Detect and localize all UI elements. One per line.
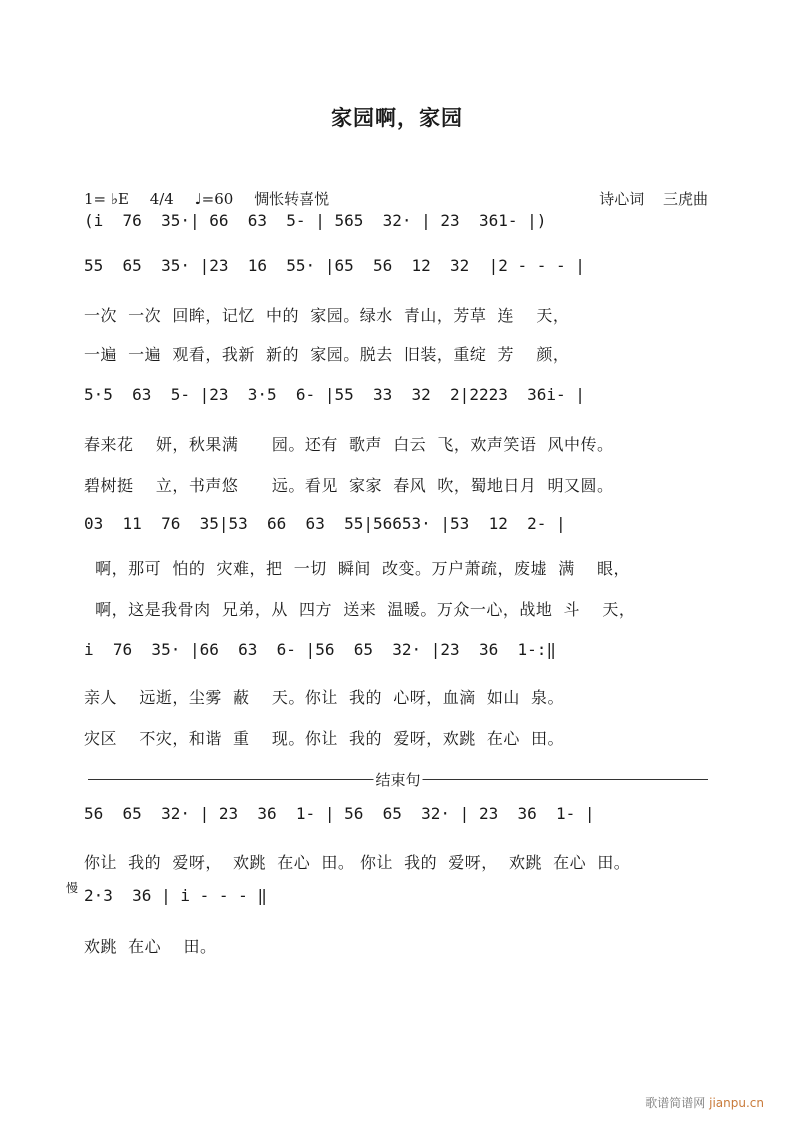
composer: 三虎曲 xyxy=(662,190,708,208)
key-signature: 1= ♭E xyxy=(84,190,129,208)
lyric-line: 碧树挺 立，书声悠 远。看见 家家 春风 吹，蜀地日月 明又圆。 xyxy=(84,476,614,495)
tempo: ♩=60 xyxy=(194,190,234,208)
lyric-line: 灾区 不灾，和谐 重 现。你让 我的 爱呀，欢跳 在心 田。 xyxy=(84,729,565,748)
song-credits xyxy=(585,188,708,209)
lyric-line: 欢跳 在心 田。 xyxy=(84,937,217,956)
notation-line: 55 65 35· |23 16 55· |65 56 12 32 |2 - - - | xyxy=(84,256,585,275)
watermark-url: jianpu.cn xyxy=(709,1096,764,1110)
lyric-line: 春来花 妍，秋果满 园。还有 歌声 白云 飞，欢声笑语 风中传。 xyxy=(84,435,614,454)
lyric-line: 啊，这是我骨肉 兄弟，从 四方 送来 温暖。万众一心，战地 斗 天， xyxy=(84,600,636,619)
lyric-line: 一遍 一遍 观看，我新 新的 家园。脱去 旧装，重绽 芳 颜， xyxy=(84,345,570,364)
lyric-line: 一次 一次 回眸，记忆 中的 家园。绿水 青山，芳草 连 天， xyxy=(84,306,570,325)
song-meta xyxy=(84,188,345,209)
lyricist: 诗心词 xyxy=(599,190,645,208)
mood: 惆怅转喜悦 xyxy=(254,190,330,208)
watermark xyxy=(645,1094,764,1111)
notation-line: 56 65 32· | 23 36 1- | 56 65 32· | 23 36 1- | xyxy=(84,804,595,823)
lyric-line: 你让 我的 爱呀， 欢跳 在心 田。 你让 我的 爱呀， 欢跳 在心 田。 xyxy=(84,853,631,872)
ending-bracket xyxy=(88,771,708,789)
notation-line: 5·5 63 5- |23 3·5 6- |55 33 32 2|2223 36i- | xyxy=(84,385,585,404)
slow-mark: 慢 xyxy=(66,881,79,895)
time-signature: 4/4 xyxy=(149,190,174,208)
lyric-line: 亲人 远逝，尘雾 蔽 天。你让 我的 心呀，血滴 如山 泉。 xyxy=(84,688,565,707)
notation-line: (i 76 35·| 66 63 5- | 565 32· | 23 361- |) xyxy=(84,211,547,230)
lyric-line: 啊，那可 怕的 灾难，把 一切 瞬间 改变。万户萧疏，废墟 满 眼， xyxy=(84,559,631,578)
song-title: 家园啊，家园 xyxy=(331,105,463,130)
notation-line: i 76 35· |66 63 6- |56 65 32· |23 36 1-:‖ xyxy=(84,640,557,659)
ending-label: 结束句 xyxy=(375,771,421,789)
notation-line: 2·3 36 | i - - - ‖ xyxy=(84,886,268,905)
notation-line: 03 11 76 35|53 66 63 55|56653· |53 12 2- | xyxy=(84,514,566,533)
watermark-site: 歌谱简谱网 xyxy=(645,1096,706,1110)
